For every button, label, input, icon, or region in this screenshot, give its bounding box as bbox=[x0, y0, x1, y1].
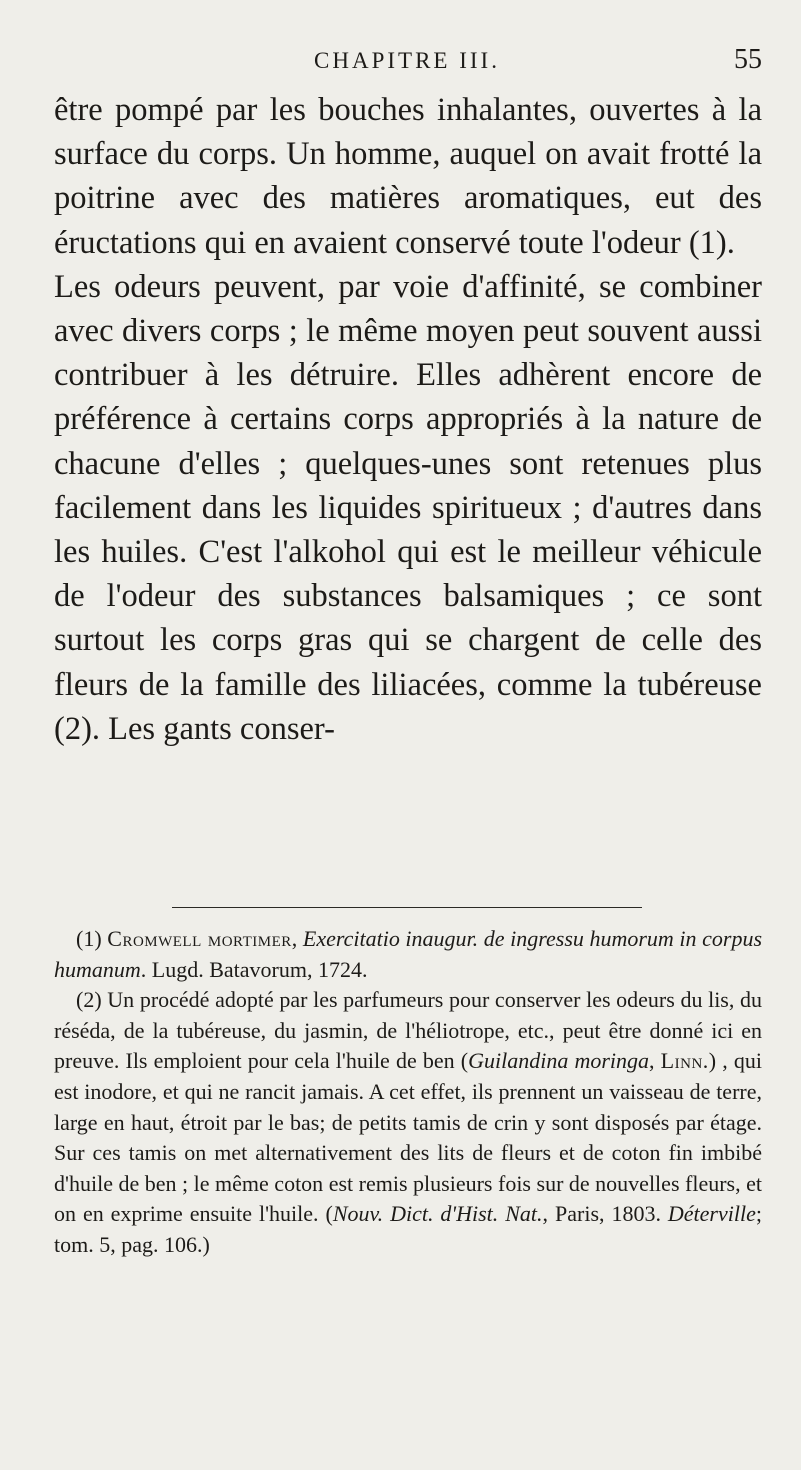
page-number: 55 bbox=[734, 44, 762, 75]
footnote-source-title: Nouv. Dict. d'Hist. Nat. bbox=[332, 1201, 543, 1227]
footnote-source-end: ; tom. 5, pag. 106.) bbox=[54, 1201, 762, 1257]
footnotes bbox=[54, 924, 762, 1261]
footnote-authority: Linn. bbox=[660, 1048, 709, 1074]
running-head bbox=[52, 44, 762, 84]
paragraph: Les odeurs peuvent, par voie d'affinité, se combiner avec divers corps ; le même moyen peut souvent aussi contribuer à les détruire. Elles adhèrent encore de préférence à certains corps appropriés à la nature de chacune d'elles ; quelques-unes sont retenues plus facilement dans les liquides spiritueux ; d'autres dans les huiles. C'est l'alkohol qui est le meilleur véhicule de l'odeur des substances balsamiques ; ce sont surtout les corps gras qui se chargent de celle des fleurs de la famille des liliacées, comme la tubéreuse (2). Les gants conser- bbox=[54, 268, 762, 747]
footnote-work-title: Exercitatio inaugur. de ingressu humorum in corpus humanum bbox=[54, 926, 763, 982]
footnote-divider bbox=[172, 907, 642, 908]
footnote-species-name: Guilandina moringa bbox=[468, 1048, 650, 1074]
main-text bbox=[54, 88, 762, 751]
footnote-source-imprint: , Paris, 1803. bbox=[542, 1201, 668, 1227]
footnote-marker: (1) bbox=[76, 926, 102, 951]
footnote-publisher: Déterville bbox=[667, 1201, 756, 1227]
footnote-text: Un procédé adopté par les parfumeurs pour conserver les odeurs du lis, du réséda, de la tubéreuse, du jasmin, de l'héliotrope, etc., peut être donné ici en preuve. Ils emploient pour cela l'huile de ben ( bbox=[54, 987, 762, 1074]
footnote-1 bbox=[54, 924, 762, 985]
footnote-imprint: . Lugd. Batavorum, 1724. bbox=[140, 956, 368, 982]
footnote-author: Cromwell mortimer bbox=[107, 926, 292, 951]
chapter-title: CHAPITRE III. bbox=[314, 48, 500, 73]
paragraph: être pompé par les bouches inhalantes, ouvertes à la surface du corps. Un homme, auquel on avait frotté la poitrine avec des matières aromatiques, eut des éructations qui en avaient conservé toute l'odeur (1). bbox=[54, 92, 762, 261]
footnote-2 bbox=[54, 985, 762, 1260]
footnote-separator: , bbox=[649, 1048, 661, 1074]
footnote-text: ) , qui est inodore, et qui ne rancit jamais. A cet effet, ils prennent un vaisseau de terre, large en haut, étroit par le bas; de petits tamis de crin y sont disposés par étage. Sur ces tamis on met alternativement des lits de fleurs et de coton fin imbibé d'huile de ben ; le même coton est remis plusieurs fois sur de nouvelles fleurs, et on en exprime ensuite l'huile. ( bbox=[54, 1048, 762, 1227]
footnote-marker: (2) bbox=[76, 987, 102, 1013]
footnote-separator: , bbox=[291, 926, 303, 951]
